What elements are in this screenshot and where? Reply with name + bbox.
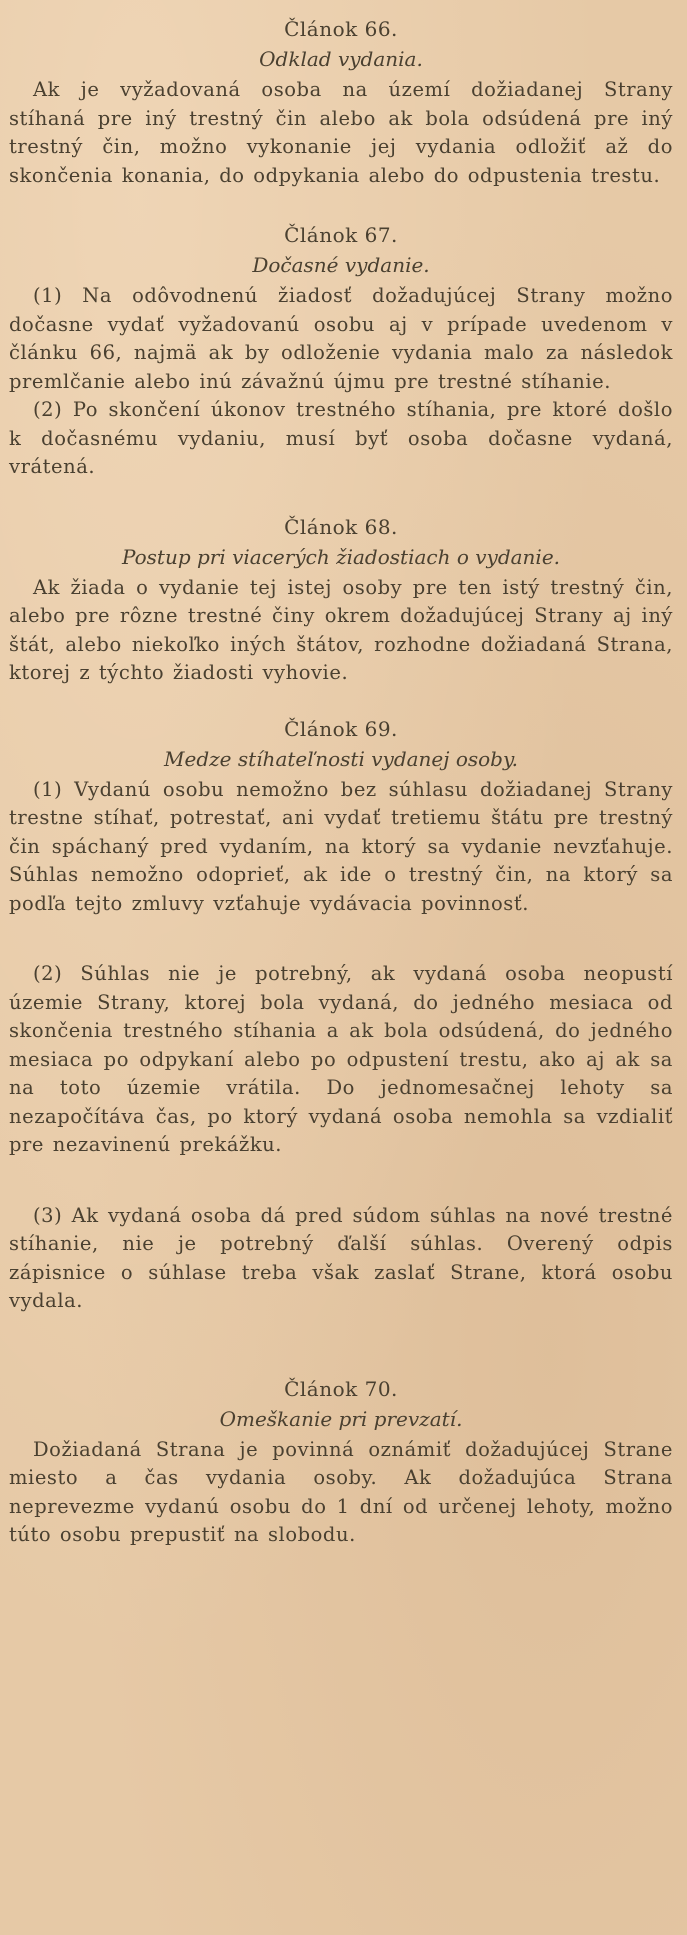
article-number: Článok 66. xyxy=(284,17,398,41)
article-69 xyxy=(9,714,673,1316)
article-title: Postup pri viacerých žiadostiach o vydanie. xyxy=(121,544,561,569)
article-number: Článok 68. xyxy=(284,514,398,539)
article-number: Článok 67. xyxy=(284,223,398,247)
paragraph: (3) Ak vydaná osoba dá pred súdom súhlas na nové trestné stíhanie, nie je potrebný ďalší súhlas. Overený odpis zápisnice o súhlase treba však zaslať Strane, ktorá osobu vydala. xyxy=(9,1203,673,1312)
article-title: Odklad vydania. xyxy=(259,47,423,71)
article-title: Dočasné vydanie. xyxy=(252,253,430,277)
article-title: Medze stíhateľnosti vydanej osoby. xyxy=(164,746,518,771)
paragraph: Ak žiada o vydanie tej istej osoby pre ten istý trestný čin, alebo pre rôzne trestné činy okrem dožadujúcej Strany aj iný štát, alebo niekoľko iných štátov, rozhodne dožiadaná Strana, ktorej z týchto žiadosti vyhovie. xyxy=(9,575,673,684)
paragraph: Ak je vyžadovaná osoba na území dožiadanej Strany stíhaná pre iný trestný čin alebo ak bola odsúdená pre iný trestný čin, možno vykonanie jej vydania odložiť až do skončenia konania, do odpykania alebo do odpustenia trestu. xyxy=(9,78,673,187)
article-67 xyxy=(9,220,673,482)
paragraph: (2) Súhlas nie je potrebný, ak vydaná osoba neopustí územie Strany, ktorej bola vydaná, do jedného mesiaca od skončenia trestného stíhania a ak bola odsúdená, do jedného mesiaca po odpykaní alebo po odpustení trestu, ako aj ak sa na toto územie vrátila. Do jednomesačnej lehoty sa nezapočítáva čas, po ktorý vydaná osoba nemohla sa vzdialiť pre nezavinenú prekážku. xyxy=(9,962,673,1156)
article-title: Omeškanie pri prevzatí. xyxy=(219,1406,463,1431)
article-number: Článok 69. xyxy=(284,716,398,741)
article-68 xyxy=(9,512,673,688)
article-66 xyxy=(9,14,673,190)
paragraph: (1) Vydanú osobu nemožno bez súhlasu dožiadanej Strany trestne stíhať, potrestať, ani vydať tretiemu štátu pre trestný čin spáchaný pred vydaním, na ktorý sa vydanie nevzťahuje. Súhlas nemožno odoprieť, ak ide o trestný čin, na ktorý sa podľa tejto zmluvy vzťahuje vydávacia povinnosť. xyxy=(9,777,673,915)
article-70 xyxy=(9,1374,673,1550)
paragraph: (2) Po skončení úkonov trestného stíhania, pre ktoré došlo k dočasnému vydaniu, musí byť osoba dočasne vydaná, vrátená. xyxy=(9,398,673,478)
article-number: Článok 70. xyxy=(284,1376,398,1401)
paragraph: (1) Na odôvodnenú žiadosť dožadujúcej Strany možno dočasne vydať vyžadovanú osobu aj v prípade uvedenom v článku 66, najmä ak by odloženie vydania malo za následok premlčanie alebo inú závažnú újmu pre trestné stíhanie. xyxy=(9,284,673,393)
paragraph: Dožiadaná Strana je povinná oznámiť dožadujúcej Strane miesto a čas vydania osoby. Ak dožadujúca Strana neprevezme vydanú osobu do 1 dní od určenej lehoty, možno túto osobu prepustiť na slobodu. xyxy=(9,1437,673,1546)
